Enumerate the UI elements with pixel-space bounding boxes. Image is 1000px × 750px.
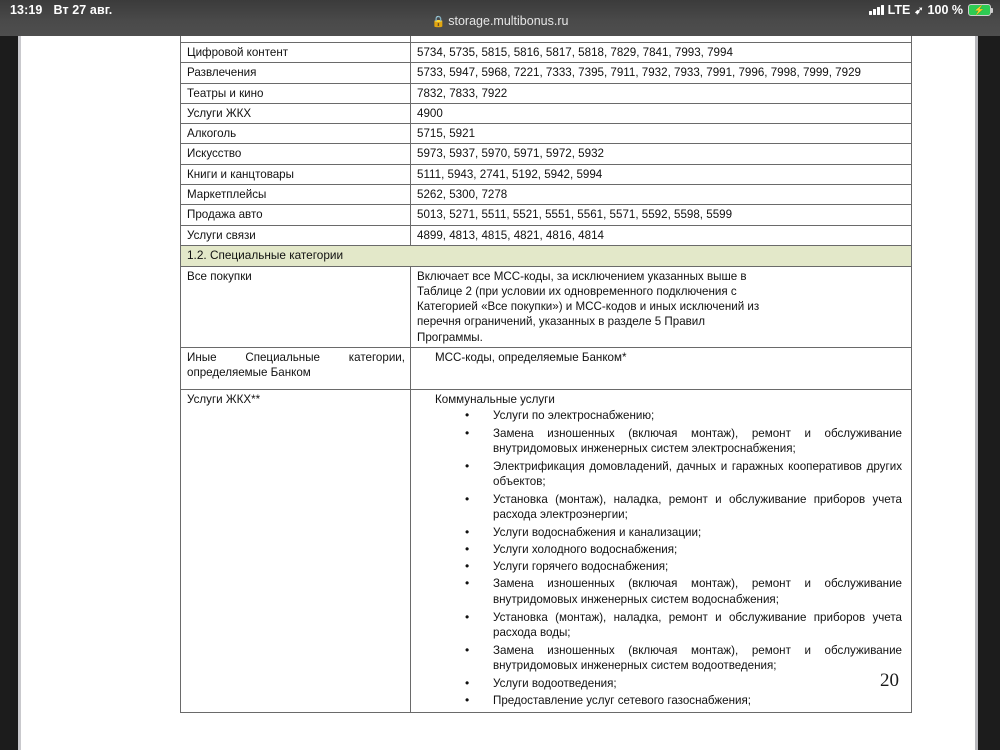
- list-item-label: Услуги горячего водоснабжения;: [493, 560, 669, 574]
- list-item-label: Услуги холодного водоснабжения;: [493, 542, 678, 556]
- page-number: 20: [880, 670, 899, 691]
- cell-category: Книги и канцтовары: [181, 164, 411, 184]
- status-time: 13:19: [10, 3, 43, 17]
- paragraph-line: Категорией «Все покупки») и МСС-кодов и иных исключений из: [417, 300, 760, 314]
- table-row: [181, 103, 912, 123]
- bullet-dot-icon: •: [465, 524, 470, 539]
- bullet-dot-icon: •: [465, 675, 470, 690]
- list-item: [417, 408, 906, 424]
- status-bar-left-group: [10, 3, 112, 17]
- utilities-bullet-list: [417, 408, 906, 708]
- cell-codes: 5013, 5271, 5511, 5521, 5551, 5561, 5571, 5592, 5598, 5599: [411, 205, 912, 225]
- paragraph-block: [417, 269, 906, 345]
- bullet-dot-icon: •: [465, 541, 470, 556]
- table-row: [181, 164, 912, 184]
- section-header-label: 1.2. Специальные категории: [181, 245, 912, 266]
- list-item-label: Услуги водоснабжения и канализации;: [493, 525, 702, 539]
- table-row: [181, 185, 912, 205]
- list-item-label: Замена изношенных (включая монтаж), ремонт и обслуживание внутридомовых инженерных систем электроснабжения;: [493, 426, 902, 456]
- list-item-label: Установка (монтаж), наладка, ремонт и обслуживание приборов учета расхода воды;: [493, 610, 902, 640]
- status-date: Вт 27 авг.: [53, 3, 113, 17]
- table-section-header-row: [181, 245, 912, 266]
- bullet-dot-icon: •: [465, 425, 470, 440]
- paragraph-line: Программы.: [417, 330, 483, 344]
- table-row: [181, 225, 912, 245]
- list-item: [417, 559, 906, 575]
- cell-category: Искусство: [181, 144, 411, 164]
- network-type-label: LTE: [887, 3, 911, 17]
- location-arrow-icon: ➹: [914, 4, 924, 17]
- cell-category: Театры и кино: [181, 83, 411, 103]
- cell-category: Продажа авто: [181, 205, 411, 225]
- cell-codes: 5715, 5921: [411, 124, 912, 144]
- list-item: [417, 693, 906, 709]
- cell-codes: 5733, 5947, 5968, 7221, 7333, 7395, 7911, 7932, 7933, 7991, 7996, 7998, 7999, 7929: [411, 63, 912, 83]
- list-item: [417, 576, 906, 608]
- cell-category: Цифровой контент: [181, 43, 411, 63]
- cell-codes: 5111, 5943, 2741, 5192, 5942, 5994: [411, 164, 912, 184]
- cell-category: Услуги ЖКХ**: [181, 390, 411, 713]
- bullet-dot-icon: •: [465, 576, 470, 591]
- signal-bars-icon: [869, 5, 884, 15]
- bullet-dot-icon: •: [465, 491, 470, 506]
- list-item: [417, 525, 906, 541]
- cell-codes: 5734, 5735, 5815, 5816, 5817, 5818, 7829, 7841, 7993, 7994: [411, 43, 912, 63]
- cell-category: Алкоголь: [181, 124, 411, 144]
- list-item: [417, 542, 906, 558]
- table-row: [181, 63, 912, 83]
- table-body: [181, 36, 912, 713]
- list-item: [417, 459, 906, 491]
- bullet-dot-icon: •: [465, 408, 470, 423]
- table-row-other-special: [181, 348, 912, 390]
- cell-category: Все покупки: [181, 266, 411, 347]
- battery-charging-icon: ⚡: [968, 4, 991, 16]
- table-row: [181, 43, 912, 63]
- list-item-label: Услуги по электроснабжению;: [493, 409, 655, 423]
- cell-codes: 7832, 7833, 7922: [411, 83, 912, 103]
- status-bar-right-group: [869, 3, 991, 17]
- list-item-label: Замена изношенных (включая монтаж), ремонт и обслуживание внутридомовых инженерных систем водоснабжения;: [493, 577, 902, 607]
- list-item-label: Электрификация домовладений, дачных и гаражных кооперативов других объектов;: [493, 459, 902, 489]
- list-item-label: Предоставление услуг сетевого газоснабжения;: [493, 693, 752, 707]
- bullet-dot-icon: •: [465, 692, 470, 707]
- cell-utilities-list: [411, 390, 912, 713]
- table-row: [181, 124, 912, 144]
- cell-codes: 5262, 5300, 7278: [411, 185, 912, 205]
- list-item: [417, 426, 906, 458]
- page-right-gutter: [975, 36, 978, 750]
- lock-icon: 🔒: [431, 16, 446, 28]
- page-left-gutter: [18, 36, 21, 750]
- list-item: [417, 610, 906, 642]
- bullet-dot-icon: •: [465, 609, 470, 624]
- cell-category: Услуги связи: [181, 225, 411, 245]
- list-item-label: Услуги водоотведения;: [493, 676, 617, 690]
- paragraph-line: Включает все МСС-коды, за исключением указанных выше в: [417, 269, 747, 283]
- bullet-dot-icon: •: [465, 559, 470, 574]
- cell-category: Маркетплейсы: [181, 185, 411, 205]
- utilities-lead-label: Коммунальные услуги: [435, 393, 555, 407]
- list-item: [417, 676, 906, 692]
- table-row: [181, 205, 912, 225]
- cell-value: МСС-коды, определяемые Банком*: [411, 348, 912, 390]
- cell-category: Иные Специальные категории, определяемые Банком: [181, 348, 411, 390]
- paragraph-line: Таблице 2 (при условии их одновременного подключения с: [417, 284, 737, 298]
- table-row: [181, 83, 912, 103]
- list-item-label: Замена изношенных (включая монтаж), ремонт и обслуживание внутридомовых инженерных систем водоотведения;: [493, 643, 902, 673]
- list-item: [417, 643, 906, 675]
- address-bar-url: storage.multibonus.ru: [448, 14, 569, 28]
- battery-percent-label: 100 %: [927, 3, 963, 17]
- paragraph-line: перечня ограничений, указанных в разделе 5 Правил: [417, 315, 706, 329]
- mcc-category-table: [180, 36, 912, 713]
- cell-category: Развлечения: [181, 63, 411, 83]
- table-row-utilities: [181, 390, 912, 713]
- cell-codes: 4899, 4813, 4815, 4821, 4816, 4814: [411, 225, 912, 245]
- cell-codes: 4900: [411, 103, 912, 123]
- cell-description: [411, 266, 912, 347]
- table-row: [181, 144, 912, 164]
- document-page[interactable]: [20, 36, 977, 750]
- cell-category: Услуги ЖКХ: [181, 103, 411, 123]
- list-item: [417, 492, 906, 524]
- table-row-all-purchases: [181, 266, 912, 347]
- bullet-dot-icon: •: [465, 642, 470, 657]
- bullet-dot-icon: •: [465, 458, 470, 473]
- ios-status-bar: [0, 0, 1000, 36]
- cell-codes: 5973, 5937, 5970, 5971, 5972, 5932: [411, 144, 912, 164]
- list-item-label: Установка (монтаж), наладка, ремонт и обслуживание приборов учета расхода электроэнергии;: [493, 492, 902, 522]
